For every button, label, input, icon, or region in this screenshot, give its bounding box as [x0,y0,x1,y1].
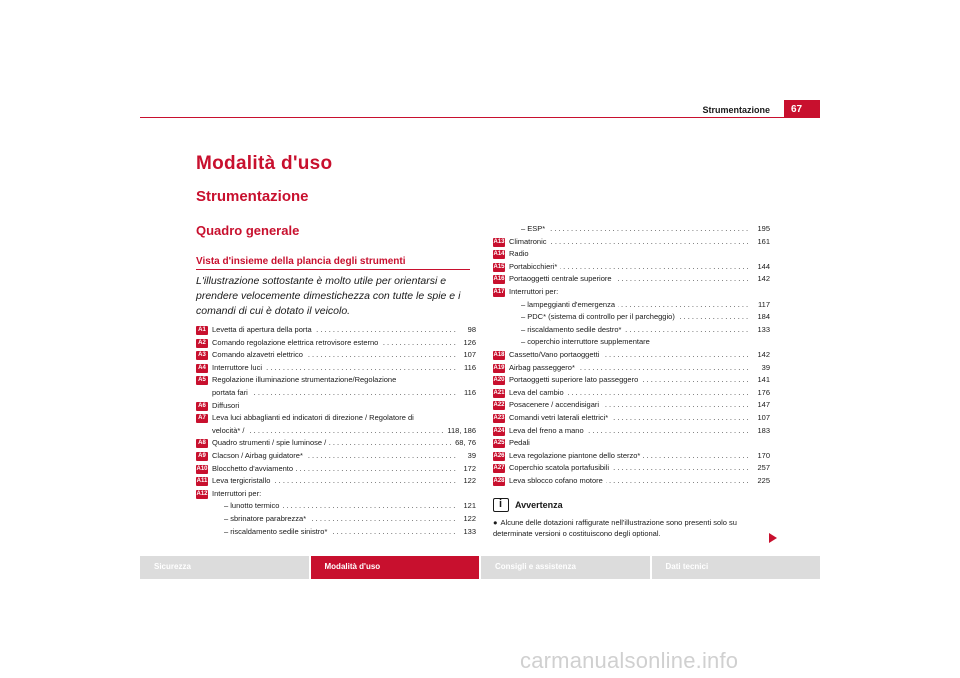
item-page-ref[interactable]: 133 [456,526,476,539]
legend-item [196,425,476,438]
item-label-text: Leva sblocco cofano motore [509,476,606,485]
legend-item [196,324,476,337]
item-label [521,299,750,312]
note-bullet: ● [493,518,498,527]
item-label-text: – lunotto termico [224,501,282,510]
item-label [509,362,750,375]
item-label-text: – PDC* (sistema di controllo per il parcheggio) [521,312,678,321]
item-label-text: – riscaldamento sedile destro* [521,325,624,334]
watermark: carmanualsonline.info [520,648,739,673]
item-label-text: Posacenere / accendisigari [509,400,602,409]
legend-item [196,526,476,539]
legend-item [196,349,476,362]
item-label-text: Leva del freno a mano [509,426,587,435]
item-number-badge: A6 [196,402,208,411]
item-label [212,412,456,425]
legend-item [493,450,770,463]
item-number-badge: A16 [493,276,505,283]
item-page-ref[interactable]: 126 [456,337,476,350]
item-number-badge: A5 [196,376,208,385]
item-page-ref[interactable]: 176 [750,387,770,400]
item-page-ref[interactable]: 170 [750,450,770,463]
page-number: 67 [784,100,820,118]
item-page-ref[interactable]: 133 [750,324,770,337]
item-label [509,450,750,463]
chapter-title: Modalità d'uso [196,153,333,174]
legend-item [196,437,476,450]
legend-item [493,261,770,274]
item-page-ref[interactable]: 183 [750,425,770,438]
item-label-text: Comando alzavetri elettrico [212,350,306,359]
item-number-badge: A21 [493,389,505,396]
item-label [224,513,456,526]
legend-item [493,475,770,488]
note-box [493,498,770,539]
note-text [493,517,770,539]
item-label-text: Portabicchieri* [509,262,560,271]
item-label-text: Pedali [509,438,533,447]
legend-item [196,387,476,400]
item-page-ref[interactable]: 98 [456,324,476,337]
item-label [212,463,456,476]
item-label [509,462,750,475]
item-label-text: Climatronic [509,237,550,246]
legend-item [196,488,476,501]
item-number-badge: A22 [493,402,505,409]
section-title: Strumentazione [196,188,309,205]
item-label-text: – ESP* [521,224,548,233]
item-label [224,500,456,513]
item-label [509,475,750,488]
legend-item [196,500,476,513]
item-label-text: Blocchetto d'avviamento [212,464,296,473]
item-label-text: Airbag passeggero* [509,363,578,372]
item-label-text: Portaoggetti centrale superiore [509,274,615,283]
legend-item [493,425,770,438]
item-label [212,488,456,501]
item-label [521,311,750,324]
item-label-text: Quadro strumenti / spie luminose / [212,438,329,447]
item-label [509,425,750,438]
item-label-text: – coperchio interruttore supplementare [521,337,653,346]
item-label [509,286,750,299]
subsection-title: Quadro generale [196,223,300,238]
legend-item [493,374,770,387]
item-label-text: Cassetto/Vano portaoggetti [509,350,602,359]
item-page-ref[interactable]: 121 [456,500,476,513]
item-number-badge: A27 [493,465,505,472]
legend-item [493,437,770,450]
legend-item [493,248,770,261]
legend-item [196,337,476,350]
legend-item [196,412,476,425]
item-page-ref[interactable]: 116 [456,362,476,375]
legend-list-right [493,223,770,487]
item-label [509,261,750,274]
legend-item [196,463,476,476]
legend-item [493,412,770,425]
topic-heading: Vista d'insieme della plancia degli strumenti [196,256,470,270]
item-number-badge: A15 [493,263,505,270]
item-number-badge: A26 [493,452,505,459]
item-number-badge: A14 [493,251,505,258]
item-page-ref[interactable]: 107 [456,349,476,362]
legend-item [493,299,770,312]
item-number-badge: A12 [196,490,208,497]
item-label-text: portata fari [212,388,251,397]
item-page-ref[interactable]: 117 [750,299,770,312]
item-label [212,450,456,463]
item-label [212,387,456,400]
item-page-ref[interactable]: 225 [750,475,770,488]
item-page-ref[interactable]: 142 [750,273,770,286]
item-label [224,526,456,539]
item-number-badge: A20 [493,377,505,384]
footer-tab[interactable]: Sicurezza [140,556,309,579]
item-label [212,324,456,337]
item-number-badge: A1 [196,326,208,335]
item-number-badge: A24 [493,427,505,434]
item-label [509,437,750,450]
item-label-text: Levetta di apertura della porta [212,325,315,334]
item-label-text: Interruttori per: [509,287,561,296]
item-label [212,362,456,375]
item-label [509,412,750,425]
item-label-text: Coperchio scatola portafusibili [509,463,612,472]
item-label [212,337,456,350]
item-label-text: Comandi vetri laterali elettrici* [509,413,611,422]
item-number-badge: A13 [493,238,505,245]
item-page-ref[interactable]: 142 [750,349,770,362]
item-label [509,248,750,261]
item-label-text: Regolazione illuminazione strumentazione/Regolazione [212,375,399,384]
legend-item [493,311,770,324]
running-head: Strumentazione [702,105,770,115]
item-label-text: Comando regolazione elettrica retrovisore esterno [212,338,381,347]
item-label [509,374,750,387]
item-label [521,223,750,236]
legend-item [493,387,770,400]
header-rule [140,117,820,118]
intro-paragraph: L'illustrazione sottostante è molto utile per orientarsi e prendere velocemente dimestichezza con tutte le spie e i comandi di cui è dotato il veicolo. [196,275,461,317]
item-number-badge: A18 [493,351,505,358]
item-label [212,425,444,438]
legend-item [493,362,770,375]
footer-tab[interactable]: Consigli e assistenza [481,556,650,579]
item-number-badge: A3 [196,351,208,360]
item-label-text: Clacson / Airbag guidatore* [212,451,306,460]
item-label [212,475,456,488]
item-label-text: – sbrinatore parabrezza* [224,514,309,523]
item-number-badge: A17 [493,288,505,295]
item-label [509,349,750,362]
item-number-badge: A11 [196,478,208,485]
item-page-ref[interactable]: 141 [750,374,770,387]
note-body: Alcune delle dotazioni raffigurate nell'illustrazione sono presenti solo su determinate versioni o costituiscono degli optional. [493,518,737,538]
item-label-text: Interruttore luci [212,363,265,372]
legend-item [493,286,770,299]
item-number-badge: A7 [196,414,208,423]
note-title [493,498,770,512]
item-page-ref[interactable]: 122 [456,475,476,488]
legend-item [196,450,476,463]
note-title-text: Avvertenza [515,500,563,510]
legend-item [196,513,476,526]
legend-item [493,236,770,249]
item-page-ref[interactable]: 107 [750,412,770,425]
item-label-text: Leva tergicristallo [212,476,273,485]
legend-item [493,349,770,362]
legend-item [196,475,476,488]
item-page-ref[interactable]: 147 [750,399,770,412]
item-number-badge: A25 [493,440,505,447]
item-label [509,236,750,249]
item-label-text: Radio [509,249,532,258]
item-label [212,374,456,387]
item-page-ref[interactable]: 144 [750,261,770,274]
item-label [509,273,750,286]
footer-tab[interactable]: Modalità d'uso [311,556,480,579]
legend-item [196,374,476,387]
legend-item [493,324,770,337]
item-page-ref[interactable]: 184 [750,311,770,324]
item-page-ref[interactable]: 39 [750,362,770,375]
item-label [212,437,452,450]
item-label [212,400,456,413]
item-page-ref[interactable]: 172 [456,463,476,476]
item-number-badge: A23 [493,414,505,421]
item-number-badge: A4 [196,364,208,373]
item-label-text: velocità* / [212,426,248,435]
item-number-badge: A19 [493,364,505,371]
item-number-badge: A8 [196,439,208,448]
item-label-text: – lampeggianti d'emergenza [521,300,618,309]
item-page-ref[interactable]: 161 [750,236,770,249]
item-label-text: Leva luci abbaglianti ed indicatori di direzione / Regolatore di [212,413,417,422]
footer-nav [140,556,820,579]
item-page-ref[interactable]: 118, 186 [444,425,476,438]
legend-item [493,223,770,236]
item-number-badge: A9 [196,452,208,461]
footer-tab[interactable]: Dati tecnici [652,556,821,579]
item-page-ref[interactable]: 122 [456,513,476,526]
legend-item [493,462,770,475]
item-label [212,349,456,362]
legend-item [493,273,770,286]
legend-item [493,336,770,349]
legend-item [493,399,770,412]
item-page-ref[interactable]: 39 [456,450,476,463]
next-page-arrow-icon[interactable] [769,533,777,543]
legend-item [196,362,476,375]
item-label [521,324,750,337]
item-label [521,336,750,349]
item-label-text: Leva del cambio [509,388,567,397]
item-page-ref[interactable]: 68, 76 [452,437,476,450]
page-header [140,103,820,118]
item-label [509,399,750,412]
item-label-text: Interruttori per: [212,489,264,498]
item-number-badge: A2 [196,339,208,348]
item-label-text: Portaoggetti superiore lato passeggero [509,375,641,384]
item-label [509,387,750,400]
info-icon [493,498,509,512]
item-page-ref[interactable]: 257 [750,462,770,475]
item-label-text: Leva regolazione piantone dello sterzo* [509,451,643,460]
item-page-ref[interactable]: 116 [456,387,476,400]
legend-item [196,400,476,413]
item-number-badge: A10 [196,465,208,472]
item-label-text: – riscaldamento sedile sinistro* [224,527,330,536]
item-number-badge: A28 [493,477,505,484]
item-label-text: Diffusori [212,401,242,410]
item-page-ref[interactable]: 195 [750,223,770,236]
legend-list-left [196,324,476,538]
